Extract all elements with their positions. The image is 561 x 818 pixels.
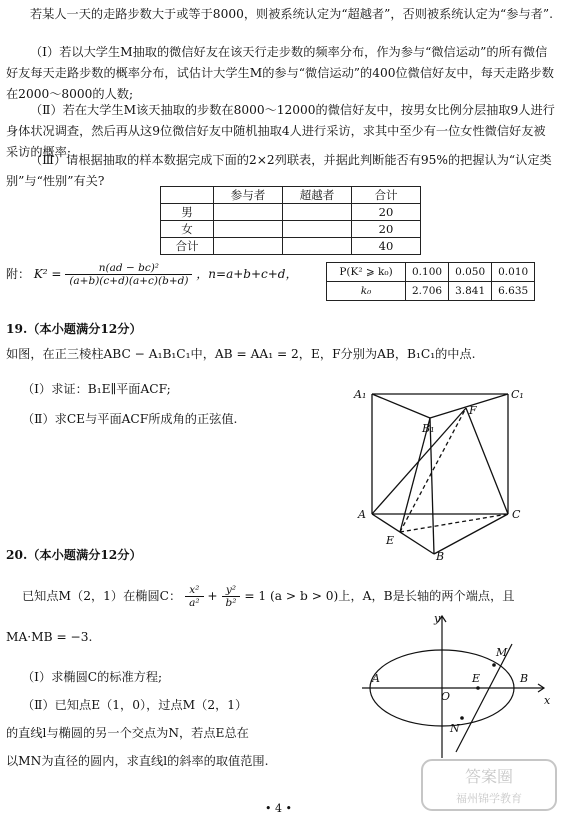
label-N: N: [450, 722, 460, 735]
x-fraction: [185, 584, 203, 609]
q18-part1: （Ⅰ）若以大学生M抽取的微信好友在该天行走步数的频率分布，作为参与“微信运动”的所有微信好友每天走路步数的概率分布，试估计大学生M的参与“微信运动”的400位微信好友中，每天走路步数在2000～8000的人数;: [6, 45, 554, 101]
label-B: B: [520, 672, 529, 685]
q18-part2: （Ⅱ）若在大学生M该天抽取的步数在8000～12000的微信好友中，按男女比例分层抽取9人进行身体状况调查，然后再从这9位微信好友中随机抽取4人进行采访，求其中至少有一位女性微信好友被采访的概率;: [6, 103, 555, 159]
x-den: a²: [189, 597, 200, 609]
critical-value-table: [326, 262, 535, 301]
label-A1: A₁: [354, 388, 367, 401]
ct-cell: [283, 221, 352, 238]
kt-cell: 2.706: [406, 282, 449, 301]
k2-formula: [6, 262, 297, 287]
q20-part2c: 以MN为直径的圆内，求直线l的斜率的取值范围.: [6, 754, 269, 768]
label-O: O: [441, 690, 451, 703]
ct-cell: 20: [352, 204, 421, 221]
table-row: [161, 238, 421, 255]
ct-cell: [214, 204, 283, 221]
appendix-label: 附：: [6, 267, 31, 281]
kt-label: P(K² ⩾ k₀): [327, 263, 406, 282]
q19-part1: （Ⅰ）求证：B₁E∥平面ACF;: [22, 382, 171, 396]
q19-stem: 如图，在正三棱柱ABC − A₁B₁C₁中，AB = AA₁ = 2，E，F分别为AB，B₁C₁的中点.: [6, 347, 476, 361]
kt-cell: 0.010: [492, 263, 535, 282]
x-num: x²: [185, 584, 203, 597]
y-den: b²: [225, 597, 237, 609]
k2-denominator: (a+b)(c+d)(a+c)(b+d): [69, 275, 189, 287]
ct-header-cell: 参与者: [214, 187, 283, 204]
label-E: E: [472, 672, 481, 685]
table-row: [161, 204, 421, 221]
label-C: C: [512, 508, 521, 521]
y-fraction: [222, 584, 241, 609]
q20-stem-b: = 1 (a > b > 0)上，A，B是长轴的两个端点，且: [244, 589, 515, 603]
q20-part2b: 的直线l与椭圆的另一个交点为N，若点E总在: [6, 726, 249, 740]
prism-figure: [350, 378, 525, 560]
ct-cell: [283, 204, 352, 221]
ct-cell: 合计: [161, 238, 214, 255]
q19-heading: 19.（本小题满分12分）: [6, 322, 142, 336]
table-row: [161, 221, 421, 238]
ct-cell: 40: [352, 238, 421, 255]
ct-cell: [283, 238, 352, 255]
kt-cell: 3.841: [449, 282, 492, 301]
n-definition: ，n=a+b+c+d，: [196, 267, 298, 281]
q20-stem: 已知点M（2，1）在椭圆C： $\frac{\text{x²}}{\text{a²}}$ + $\frac{\text{y²}}{\text{b²}}$ = 1 (a > b > 0)上，A，B是长轴的两个端点，且: [22, 584, 515, 609]
ct-header-cell: [161, 187, 214, 204]
ct-cell: 女: [161, 221, 214, 238]
table-row: [327, 263, 535, 282]
ct-header-cell: 超越者: [283, 187, 352, 204]
axis-x-label: x: [544, 694, 551, 707]
ellipse-figure: [362, 610, 554, 760]
ct-cell: [214, 221, 283, 238]
axis-y-label: y: [434, 612, 441, 625]
label-A: A: [358, 508, 366, 521]
kt-cell: 0.100: [406, 263, 449, 282]
label-C1: C₁: [511, 388, 524, 401]
q18-part3: （Ⅲ）请根据抽取的样本数据完成下面的2×2列联表，并据此判断能否有95%的把握认为“认定类别”与“性别”有关?: [6, 153, 552, 188]
q18-intro: 若某人一天的走路步数大于或等于8000，则被系统认定为“超越者”，否则被系统认定为“参与者”.: [30, 7, 553, 21]
k2-lhs: K² =: [33, 267, 62, 281]
label-M: M: [496, 646, 508, 659]
ct-header-cell: 合计: [352, 187, 421, 204]
y-num: y²: [222, 584, 241, 597]
kt-cell: 0.050: [449, 263, 492, 282]
label-B1: B₁: [422, 422, 435, 435]
q19-part2: （Ⅱ）求CE与平面ACF所成角的正弦值.: [22, 412, 238, 426]
table-row: [327, 282, 535, 301]
q20-heading: 20.（本小题满分12分）: [6, 548, 142, 562]
k2-fraction: [65, 262, 192, 287]
label-F: F: [469, 404, 477, 417]
ct-cell: 男: [161, 204, 214, 221]
q20-part1: （Ⅰ）求椭圆C的标准方程;: [22, 670, 163, 684]
kt-cell: 6.635: [492, 282, 535, 301]
label-A: A: [372, 672, 380, 685]
svg-text:福州锦学教育: 福州锦学教育: [456, 792, 522, 805]
contingency-table: [160, 186, 421, 255]
q20-part2a: （Ⅱ）已知点E（1，0），过点M（2，1）: [22, 698, 248, 712]
svg-text:答案圈: 答案圈: [464, 767, 514, 786]
page-number: • 4 •: [265, 802, 292, 815]
watermark-logo: [420, 756, 558, 814]
q20-stem-c: MA·MB = −3.: [6, 630, 93, 644]
label-E: E: [386, 534, 395, 547]
label-B: B: [436, 550, 445, 560]
ct-cell: 20: [352, 221, 421, 238]
k2-numerator: n(ad − bc)²: [65, 262, 192, 275]
q20-stem-a: 已知点M（2，1）在椭圆C：: [22, 589, 182, 603]
ct-cell: [214, 238, 283, 255]
kt-label: k₀: [327, 282, 406, 301]
